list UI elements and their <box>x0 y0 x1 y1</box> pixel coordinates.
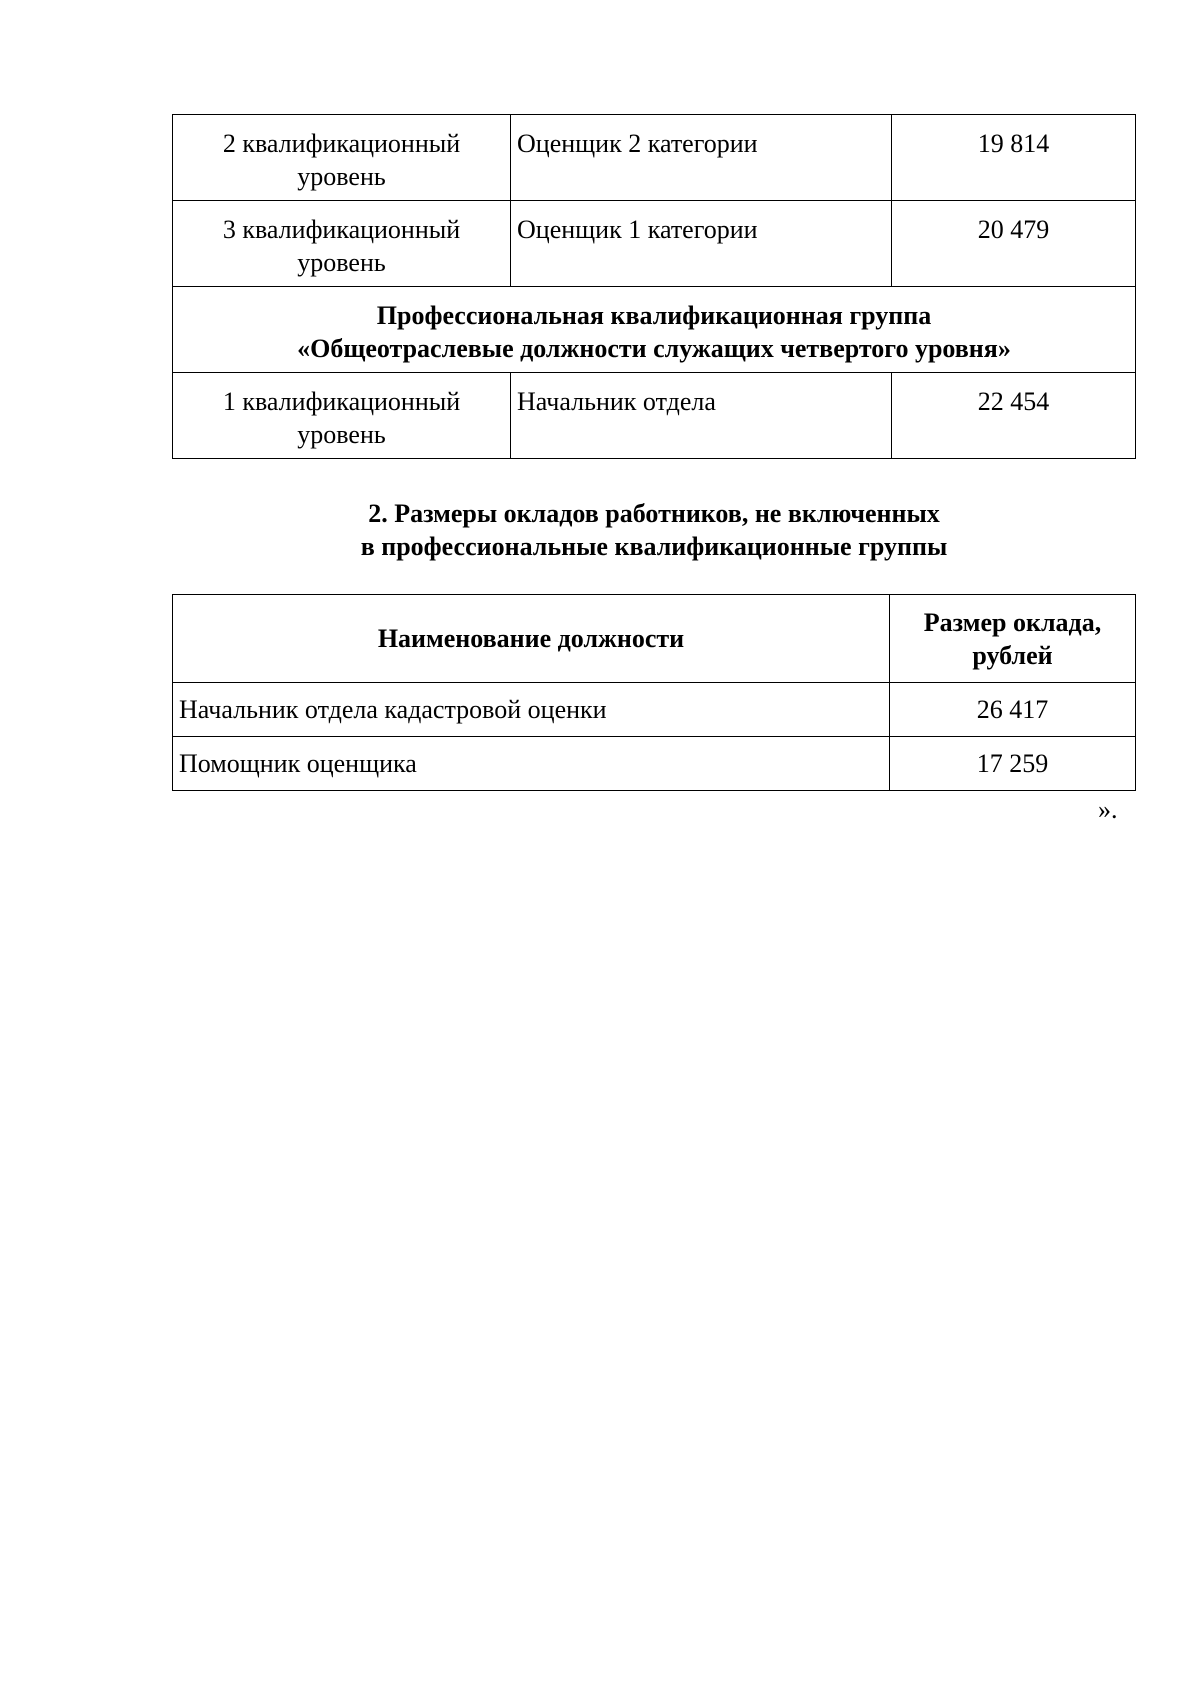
section-title-line: 2. Размеры окладов работников, не включенных <box>368 499 940 528</box>
position-cell: Начальник отдела кадастровой оценки <box>173 683 890 737</box>
qualification-level-cell: 3 квалификационный уровень <box>173 201 511 287</box>
table-row <box>173 373 1136 459</box>
group-heading-line: Профессиональная квалификационная группа <box>376 301 932 330</box>
position-cell: Начальник отдела <box>511 373 892 459</box>
section-title-line: в профессиональные квалификационные группы <box>360 532 948 561</box>
salary-table-unclassified <box>172 594 1136 791</box>
qualification-level-cell: 2 квалификационный уровень <box>173 115 511 201</box>
group-heading-row <box>173 287 1136 373</box>
salary-cell: 26 417 <box>890 683 1136 737</box>
group-heading-line: «Общеотраслевые должности служащих четвертого уровня» <box>297 334 1011 363</box>
table-header-row <box>173 595 1136 683</box>
group-heading-cell <box>173 287 1136 373</box>
qualification-level-cell: 1 квалификационный уровень <box>173 373 511 459</box>
table-row <box>173 683 1136 737</box>
header-salary: Размер оклада, рублей <box>890 595 1136 683</box>
table-row <box>173 115 1136 201</box>
position-cell: Оценщик 1 категории <box>511 201 892 287</box>
closing-quote-mark: ». <box>1098 795 1118 824</box>
header-position-name: Наименование должности <box>173 595 890 683</box>
table-row <box>173 737 1136 791</box>
position-cell: Оценщик 2 категории <box>511 115 892 201</box>
position-cell: Помощник оценщика <box>173 737 890 791</box>
salary-cell: 17 259 <box>890 737 1136 791</box>
salary-cell: 22 454 <box>892 373 1136 459</box>
salary-cell: 20 479 <box>892 201 1136 287</box>
section-title <box>172 497 1136 563</box>
salary-cell: 19 814 <box>892 115 1136 201</box>
salary-table-qualification-levels <box>172 114 1136 459</box>
table-row <box>173 201 1136 287</box>
